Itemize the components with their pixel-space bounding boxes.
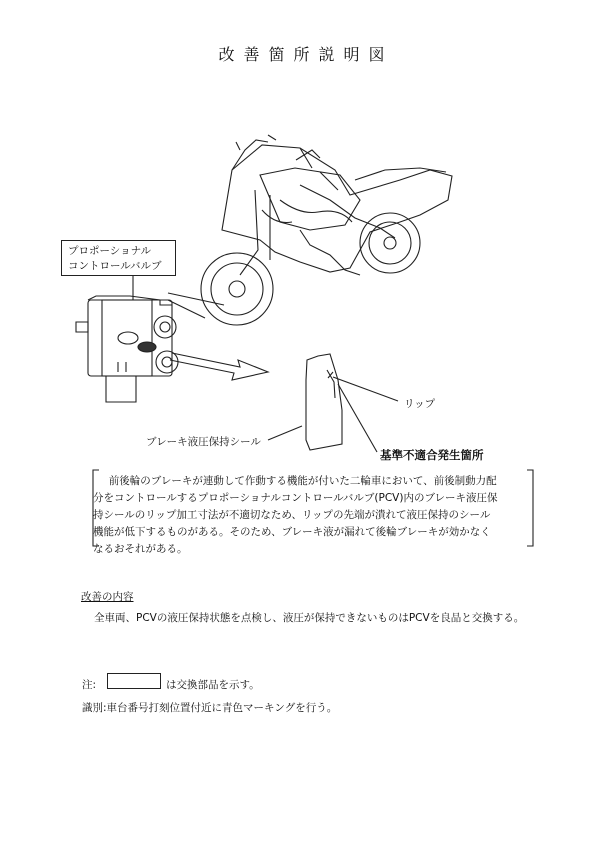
lip-label: リップ xyxy=(404,398,436,410)
page-title: 改善箇所説明図 xyxy=(218,45,394,64)
description-line: 分をコントロールするプロポーショナルコントロールバルブ(PCV)内のブレーキ液圧保 xyxy=(93,492,498,504)
identification-note: 識別:車台番号打刻位置付近に青色マーキングを行う。 xyxy=(82,702,338,714)
pcv-label-line2: コントロールバルブ xyxy=(68,260,162,272)
pcv-illustration xyxy=(76,296,178,402)
defect-description xyxy=(93,473,525,558)
description-line: 機能が低下するものがある。そのため、ブレーキ液が漏れて後輪ブレーキが効かなく xyxy=(93,526,491,538)
replacement-part-legend-box xyxy=(107,673,161,689)
seal-label: ブレーキ液圧保持シール xyxy=(146,436,261,448)
defect-location-label: 基準不適合発生箇所 xyxy=(380,448,484,462)
note-text: は交換部品を示す。 xyxy=(166,679,260,691)
description-line: なるおそれがある。 xyxy=(93,543,188,555)
pcv-label-line1: プロポーショナル xyxy=(68,245,152,257)
motorcycle-illustration xyxy=(201,135,452,325)
pcv-label xyxy=(61,240,176,276)
seal-closeup xyxy=(306,354,342,450)
description-line: 持シールのリップ加工寸法が不適切なため、リップの先端が潰れて液圧保持のシール xyxy=(93,509,491,521)
description-line: 前後輪のブレーキが連動して作動する機能が付いた二輪車において、前後制動力配 xyxy=(108,475,497,487)
note-label: 注: xyxy=(82,679,97,691)
improvement-body: 全車両、PCVの液圧保持状態を点検し、液圧が保持できないものはPCVを良品と交換する。 xyxy=(94,612,525,624)
improvement-heading: 改善の内容 xyxy=(81,591,134,603)
